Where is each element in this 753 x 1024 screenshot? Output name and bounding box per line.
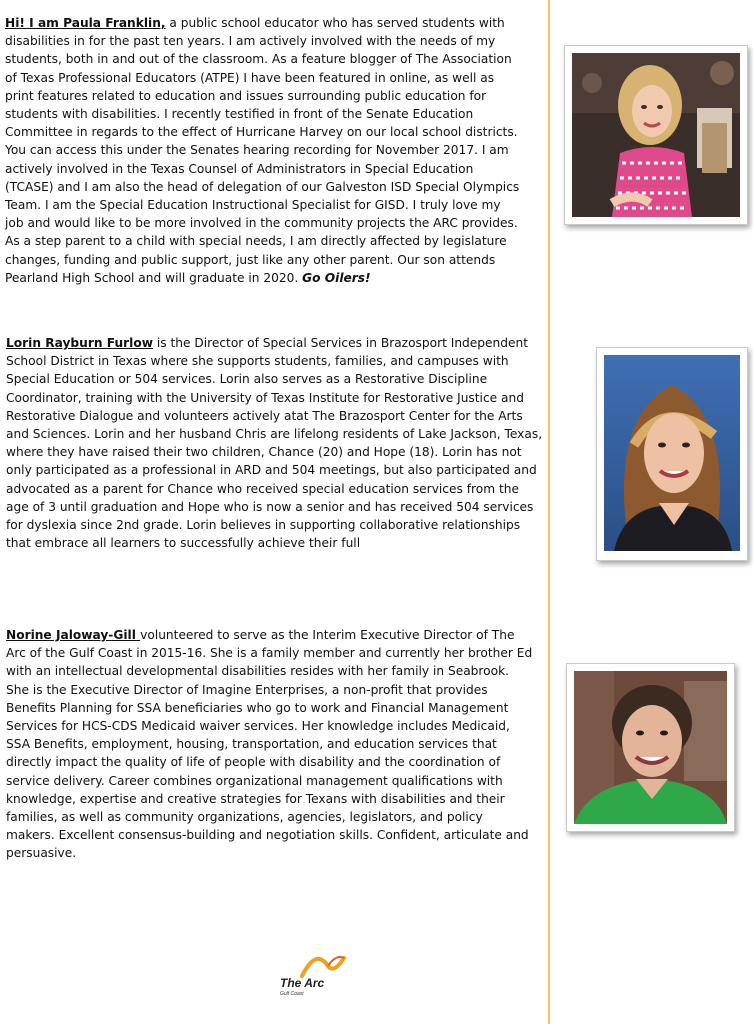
bio-text: a public school educator who has served students with disabilities in for the past ten years. I am actively involved with the needs of my students, both in and out of the classroom. As a feature blogger of The Association of Texas Professional Educators (ATPE) I have been featured in online, as well as print features related to education and issues surrounding public education for students with disabilities. I recently testified in front of the Senate Education Committee in regards to the effect of Hurricane Harvey on our local school districts. You can access this under the Senates hearing recording for November 2017. I am actively involved in the Texas Counsel of Administrators in Special Education (TCASE) and I am also the head of delegation of our Galveston ISD Special Olympics Team. I am the Special Education Instructional Specialist for GISD. I truly love my job and would like to be more involved in the community projects the ARC provides. As a step parent to a child with special needs, I am directly affected by legislature changes, funding and public support, just like any other parent. Our son attends Pearland High School and will graduate in 2020. bbox=[5, 16, 520, 285]
logo-name: The Arc bbox=[280, 976, 325, 990]
bio-name: Hi! I am Paula Franklin, bbox=[5, 16, 166, 30]
bio-norine-jaloway-gill bbox=[6, 626, 534, 863]
bio-paula-franklin bbox=[5, 14, 523, 287]
bio-text: is the Director of Special Services in Brazosport Independent School District in Texas where she supports students, families, and campuses with Special Education or 504 services. Lorin also serves as a Restorative Discipline Coordinator, training with the University of Texas Institute for Restorative Justice and Restorative Dialogue and volunteers actively atat The Brazosport Center for the Arts and Sciences. Lorin and her husband Chris are lifelong residents of Lake Jackson, Texas, where they have raised their two children, Chance (20) and Hope (18). Lorin has not only participated as a professional in ARD and 504 meetings, but also participated and advocated as a parent for Chance who received special education services from the age of 3 until graduation and Hope who is now a senior and has received 504 services for dyslexia since 2nd grade. Lorin believes in supporting collaborative relationships that embrace all learners to successfully achieve their full bbox=[6, 336, 543, 551]
bio-text: volunteered to serve as the Interim Executive Director of The Arc of the Gulf Coast in 2015-16. She is a family member and currently her brother Ed with an intellectual developmental disabilities resides with her family in Seabrook. She is the Executive Director of Imagine Enterprises, a non-profit that provides Benefits Planning for SSA beneficiaries who go to work and Financial Management Services for HCS-CDS Medicaid waiver services. Her knowledge includes Medicaid, SSA Benefits, employment, housing, transportation, and education services that directly impact the quality of life of people with disability and the coordination of service delivery. Career combines organizational management qualifications with knowledge, expertise and creative strategies for Texans with disabilities and their families, as well as community organizations, agencies, legislators, and policy makers. Excellent consensus-building and negotiation skills. Confident, articulate and persuasive. bbox=[6, 628, 533, 861]
bio-lorin-furlow bbox=[6, 334, 544, 552]
logo-subtitle: Gulf Coast bbox=[280, 991, 304, 997]
portrait-lorin-furlow bbox=[596, 347, 748, 561]
the-arc-logo bbox=[278, 952, 348, 1002]
arc-swoosh-icon bbox=[298, 952, 346, 978]
bio-name: Norine Jaloway-Gill bbox=[6, 628, 141, 642]
bio-tagline: Go Oilers! bbox=[302, 270, 371, 285]
portrait-paula-franklin bbox=[564, 45, 748, 225]
portrait-norine-jaloway-gill bbox=[566, 663, 735, 832]
page-divider bbox=[548, 0, 550, 1024]
bio-name: Lorin Rayburn Furlow bbox=[6, 336, 153, 350]
